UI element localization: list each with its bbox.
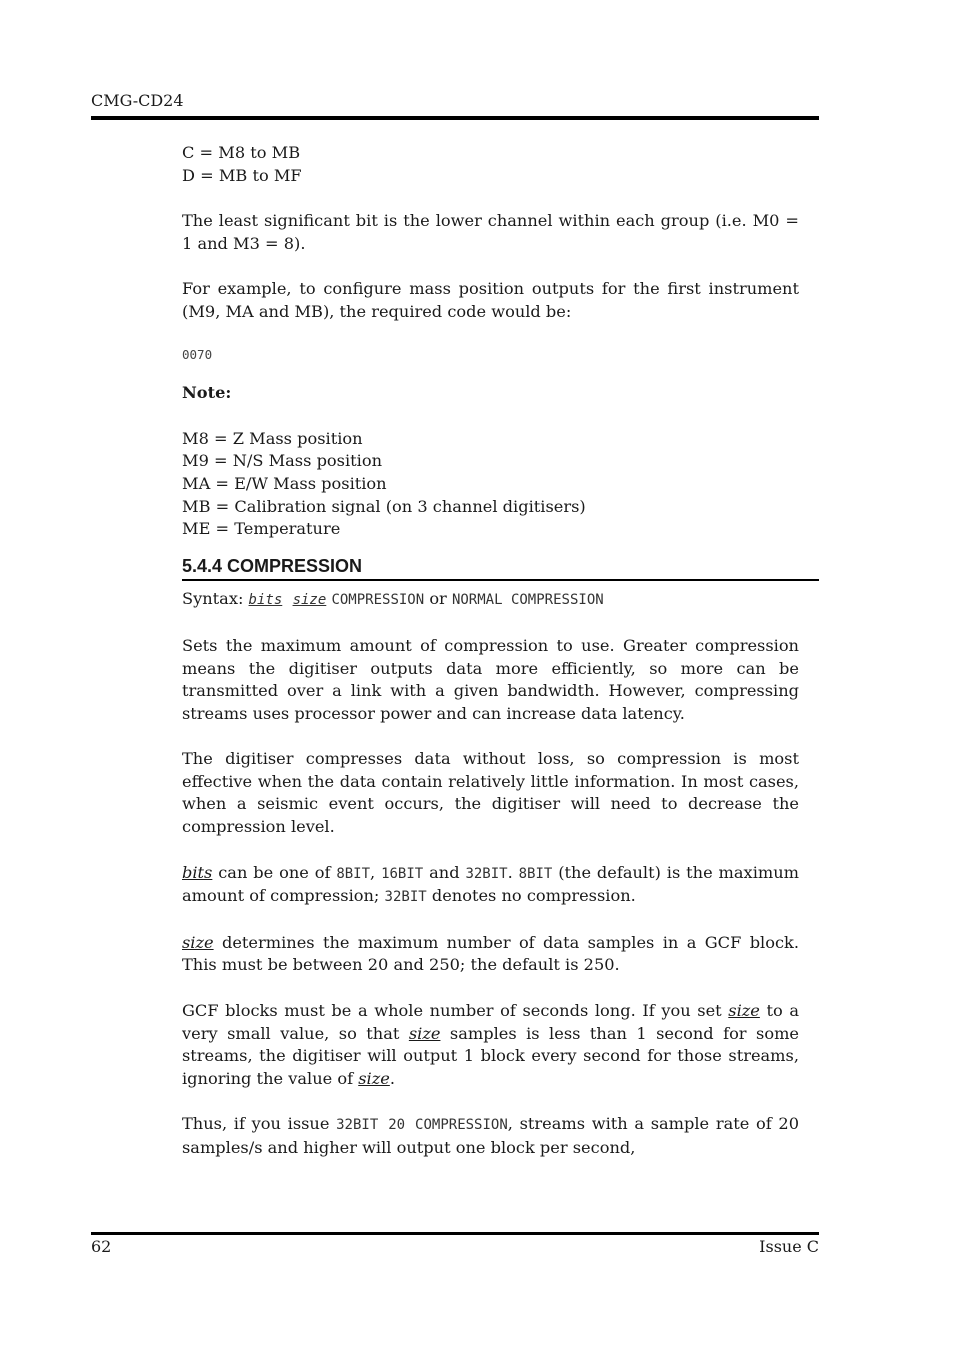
page-number: 62 <box>91 1237 112 1256</box>
note-list <box>182 428 799 541</box>
size-word: size <box>182 932 214 952</box>
para-size: size determines the maximum number of data samples in a GCF block. This must be between 20 and 250; the default is 250. <box>182 932 799 975</box>
syntax-or: or <box>429 589 447 609</box>
para-gcf: GCF blocks must be a whole number of seconds long. If you set size to a very small value, so that size samples is less than 1 second for some streams, the digitiser will output 1 block every second for those streams, ignoring the value of size. <box>182 1001 799 1088</box>
note-item: M8 = Z Mass position <box>182 428 363 448</box>
syntax-cmd1: COMPRESSION <box>331 592 425 609</box>
syntax-size: size <box>292 592 327 609</box>
note-item: ME = Temperature <box>182 519 341 539</box>
code-example: 0070 <box>182 346 213 362</box>
issue-label: Issue C <box>759 1237 819 1256</box>
para-lossless: The digitiser compresses data without loss, so compression is most effective when the data contain relatively little information. In most cases, when a seismic event occurs, the digitiser will need to decrease the compression level. <box>182 749 799 837</box>
bits-word: bits <box>182 862 213 882</box>
section-heading: 5.4.4 COMPRESSION <box>182 555 819 582</box>
syntax-line <box>182 588 799 612</box>
document-id: CMG-CD24 <box>91 91 184 110</box>
syntax-bits: bits <box>248 592 283 609</box>
para-example: For example, to configure mass position outputs for the first instrument (M9, MA and MB), the required code would be: <box>182 279 799 321</box>
page-content <box>182 142 799 1160</box>
syntax-label: Syntax: <box>182 589 249 609</box>
line-c: C = M8 to MB <box>182 143 301 162</box>
para-thus: Thus, if you issue 32BIT 20 COMPRESSION, streams with a sample rate of 20 samples/s and higher will output one block per second, <box>182 1114 800 1157</box>
header-rule <box>91 116 819 120</box>
para-sets: Sets the maximum amount of compression to use. Greater compression means the digitiser outputs data more efficiently, so more can be transmitted over a link with a given bandwidth. However, compressing streams uses processor power and can increase data latency. <box>182 635 799 723</box>
note-label: Note: <box>182 383 232 403</box>
note-item: MA = E/W Mass position <box>182 473 387 493</box>
para-bits: bits can be one of 8BIT, 16BIT and 32BIT. 8BIT (the default) is the maximum amount of compression; 32BIT denotes no compression. <box>182 862 799 906</box>
line-d: D = MB to MF <box>182 165 302 185</box>
note-item: M9 = N/S Mass position <box>182 451 383 471</box>
footer-rule <box>91 1232 819 1235</box>
note-item: MB = Calibration signal (on 3 channel digitisers) <box>182 496 586 516</box>
thus-code: 32BIT 20 COMPRESSION <box>336 1117 508 1134</box>
para-lsb: The least significant bit is the lower channel within each group (i.e. M0 = 1 and M3 = 8). <box>182 211 799 253</box>
syntax-cmd2: NORMAL COMPRESSION <box>451 592 604 609</box>
